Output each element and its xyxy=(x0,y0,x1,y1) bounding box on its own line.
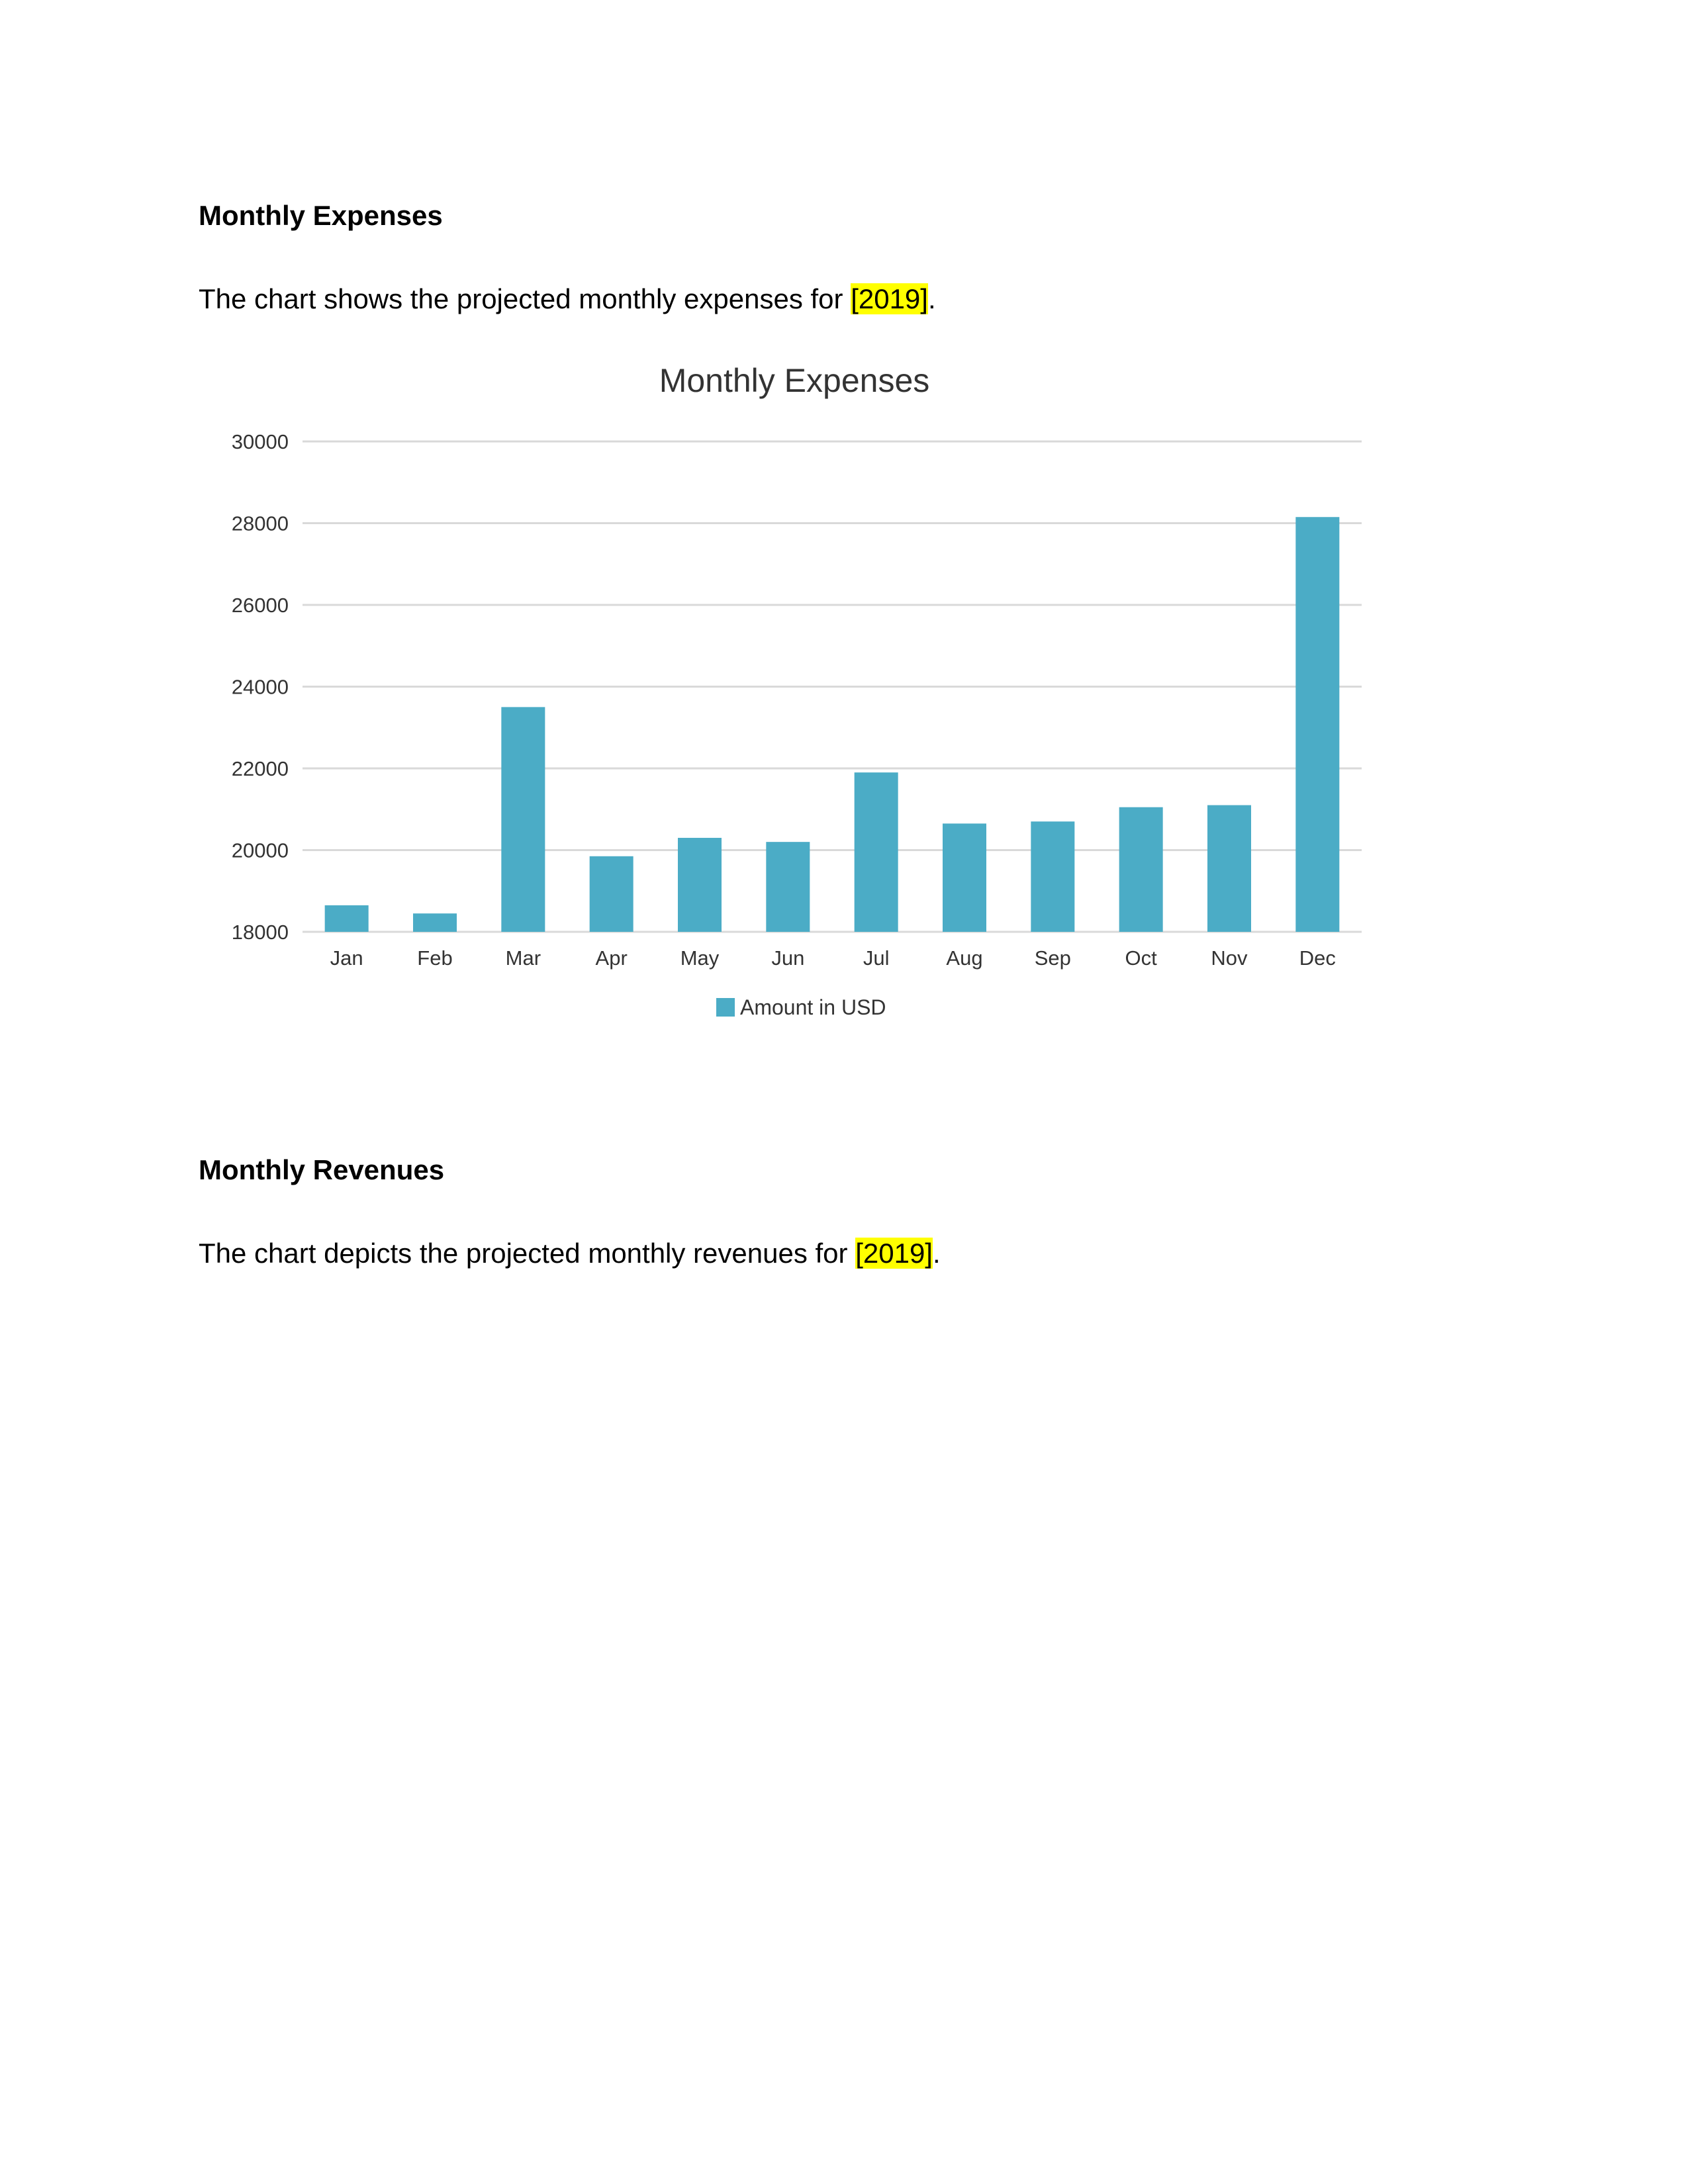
x-tick-label: Nov xyxy=(1211,946,1248,970)
legend-label-amount-in-usd: Amount in USD xyxy=(740,995,886,1019)
section-heading-revenues: Monthly Revenues xyxy=(199,1154,445,1185)
grid-lines xyxy=(303,441,1362,932)
revenues-description-end: . xyxy=(932,1238,941,1269)
section-heading-expenses: Monthly Expenses xyxy=(199,200,443,231)
revenues-description-text: The chart depicts the projected monthly revenues for xyxy=(199,1238,856,1269)
x-tick-label: Jun xyxy=(771,946,805,970)
bar-may xyxy=(678,838,722,932)
y-tick-label: 18000 xyxy=(231,921,289,944)
bar-apr xyxy=(590,856,633,932)
x-tick-label: Feb xyxy=(417,946,453,970)
monthly-expenses-chart xyxy=(199,357,1390,1046)
x-axis-ticks xyxy=(330,946,1336,970)
x-tick-label: Jan xyxy=(330,946,363,970)
x-tick-label: Jul xyxy=(863,946,890,970)
y-tick-label: 30000 xyxy=(231,430,289,453)
chart-title: Monthly Expenses xyxy=(659,362,930,399)
bar-nov xyxy=(1207,805,1251,932)
y-tick-label: 26000 xyxy=(231,594,289,617)
bar-jan xyxy=(325,905,369,932)
year-placeholder-highlight[interactable]: [2019] xyxy=(851,283,928,314)
expenses-description-text: The chart shows the projected monthly expenses for xyxy=(199,283,851,314)
legend xyxy=(716,995,886,1019)
year-placeholder-highlight[interactable]: [2019] xyxy=(855,1238,933,1269)
x-tick-label: Mar xyxy=(505,946,541,970)
y-tick-label: 28000 xyxy=(231,512,289,535)
legend-swatch xyxy=(716,998,735,1017)
y-axis-ticks xyxy=(232,430,289,944)
bar-aug xyxy=(943,823,986,932)
bar-dec xyxy=(1295,517,1339,932)
bar-feb xyxy=(413,913,457,932)
x-tick-label: Sep xyxy=(1034,946,1071,970)
bars xyxy=(325,517,1340,932)
x-tick-label: Oct xyxy=(1125,946,1157,970)
bar-oct xyxy=(1119,807,1163,932)
expenses-description xyxy=(199,283,936,315)
expenses-description-end: . xyxy=(927,283,936,314)
bar-jul xyxy=(855,772,898,932)
bar-mar xyxy=(501,707,545,932)
x-tick-label: Aug xyxy=(946,946,983,970)
x-tick-label: May xyxy=(680,946,720,970)
x-tick-label: Apr xyxy=(595,946,628,970)
revenues-description xyxy=(199,1238,941,1269)
bar-sep xyxy=(1031,821,1074,932)
x-tick-label: Dec xyxy=(1299,946,1336,970)
bar-jun xyxy=(766,842,810,932)
y-tick-label: 24000 xyxy=(231,675,289,699)
y-tick-label: 20000 xyxy=(231,839,289,862)
y-tick-label: 22000 xyxy=(231,757,289,780)
